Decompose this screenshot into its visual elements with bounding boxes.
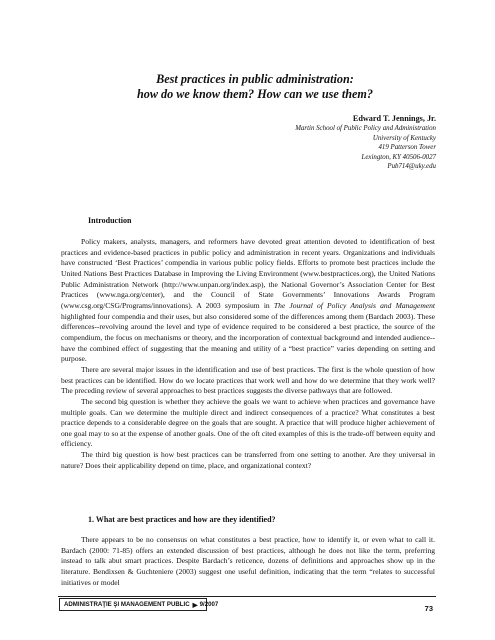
author-university: University of Kentucky (372, 134, 436, 142)
section-heading-1: 1. What are best practices and how are they identified? (88, 515, 276, 524)
paper-title (90, 72, 420, 102)
intro-paragraph-2: There are several major issues in the identification and use of best practices. The first is the whole question of how best practices can be identified. How do we locate practices that work well and how do we determine that they work well? The preceding review of several approaches to best practices suggests the diverse pathways that are followed. (61, 364, 435, 396)
page-number: 73 (424, 604, 433, 613)
intro-paragraph-4: The third big question is how best practices can be transferred from one setting to another. Are they universal in nature? Does their applicability depend on time, place, and organizational context? (61, 450, 435, 470)
intro-p1-text-b: highlighted four compendia and their uses, but also considered some of the differences among them (Bardach 2003). These differences--revolving around the level and type of evidence required to be considered a best practice, the source of the compendium, the focus on mechanisms or theory, and the incorporation of contextual background and intended audience--have the combined effect of suggesting that the meaning and utility of a “best practice” varies depending on setting and purpose. (61, 311, 435, 364)
footer-journal-box (59, 598, 219, 611)
journal-title: The Journal of Policy Analysis and Management (273, 300, 435, 310)
footer-issue: 9/2007 (199, 601, 219, 608)
intro-paragraph-1 (61, 237, 435, 365)
footer-rule (58, 596, 436, 597)
section-1-body (61, 535, 435, 588)
triangle-right-icon: ▶ (192, 601, 198, 609)
introduction-body (61, 237, 435, 471)
author-email: Pub714@uky.edu (387, 163, 436, 171)
author-city: Lexington, KY 40506-0027 (361, 153, 436, 161)
author-block (216, 113, 436, 172)
intro-p1-text-a: Policy makers, analysts, managers, and reformers have devoted great attention devoted to identification of best practices and evidence-based practices in public policy and administration in recent years. Organizations and individuals have constructed ‘Best Practices’ compendia in various public policy fields. Efforts to promote best practices include the United Nations Best Practices Database in Improving the Living Environment (www.bestpractices.org), the United Nations Public Administration Network (http://www.unpan.org/index.asp), the National Governor’s Association Center for Best Practices (www.nga.org/center), and the Council of State Governments’ Innovations Awards Program (www.csg.org/CSG/Programs/innovations). A 2003 symposium in (61, 237, 435, 310)
intro-paragraph-3: The second big question is whether they achieve the goals we want to achieve when practices and governance have multiple goals. Can we determine the multiple direct and indirect consequences of a practice? What constitutes a best practice depends to a considerable degree on the goals that are sought. A practice that will produce higher achievement of one goal may to so at the expense of another goals. One of the oft cited examples of this is the trade-off between equity and efficiency. (61, 396, 435, 449)
title-line-2: how do we know them? How can we use them? (137, 87, 373, 101)
title-line-1: Best practices in public administration: (156, 72, 354, 86)
footer-journal-name: ADMINISTRAŢIE ŞI MANAGEMENT PUBLIC (64, 601, 190, 608)
author-affiliation: Martin School of Public Policy and Administration (295, 125, 436, 132)
section-heading-introduction: Introduction (88, 216, 132, 225)
author-name: Edward T. Jennings, Jr. (352, 114, 436, 123)
section-1-paragraph-1: There appears to be no consensus on what constitutes a best practice, how to identify it, or even what to call it. Bardach (2000: 71-85) offers an extended discussion of best practices, although he does not like the term, preferring instead to talk abut smart practices. Despite Bardach’s reticence, dozens of definitions and approaches show up in the literature. Bendixsen & Guchteniere (2003) suggest one useful definition, indicating that the term “relates to successful initiatives or model (61, 535, 435, 587)
author-building: 419 Patterson Tower (378, 144, 436, 152)
